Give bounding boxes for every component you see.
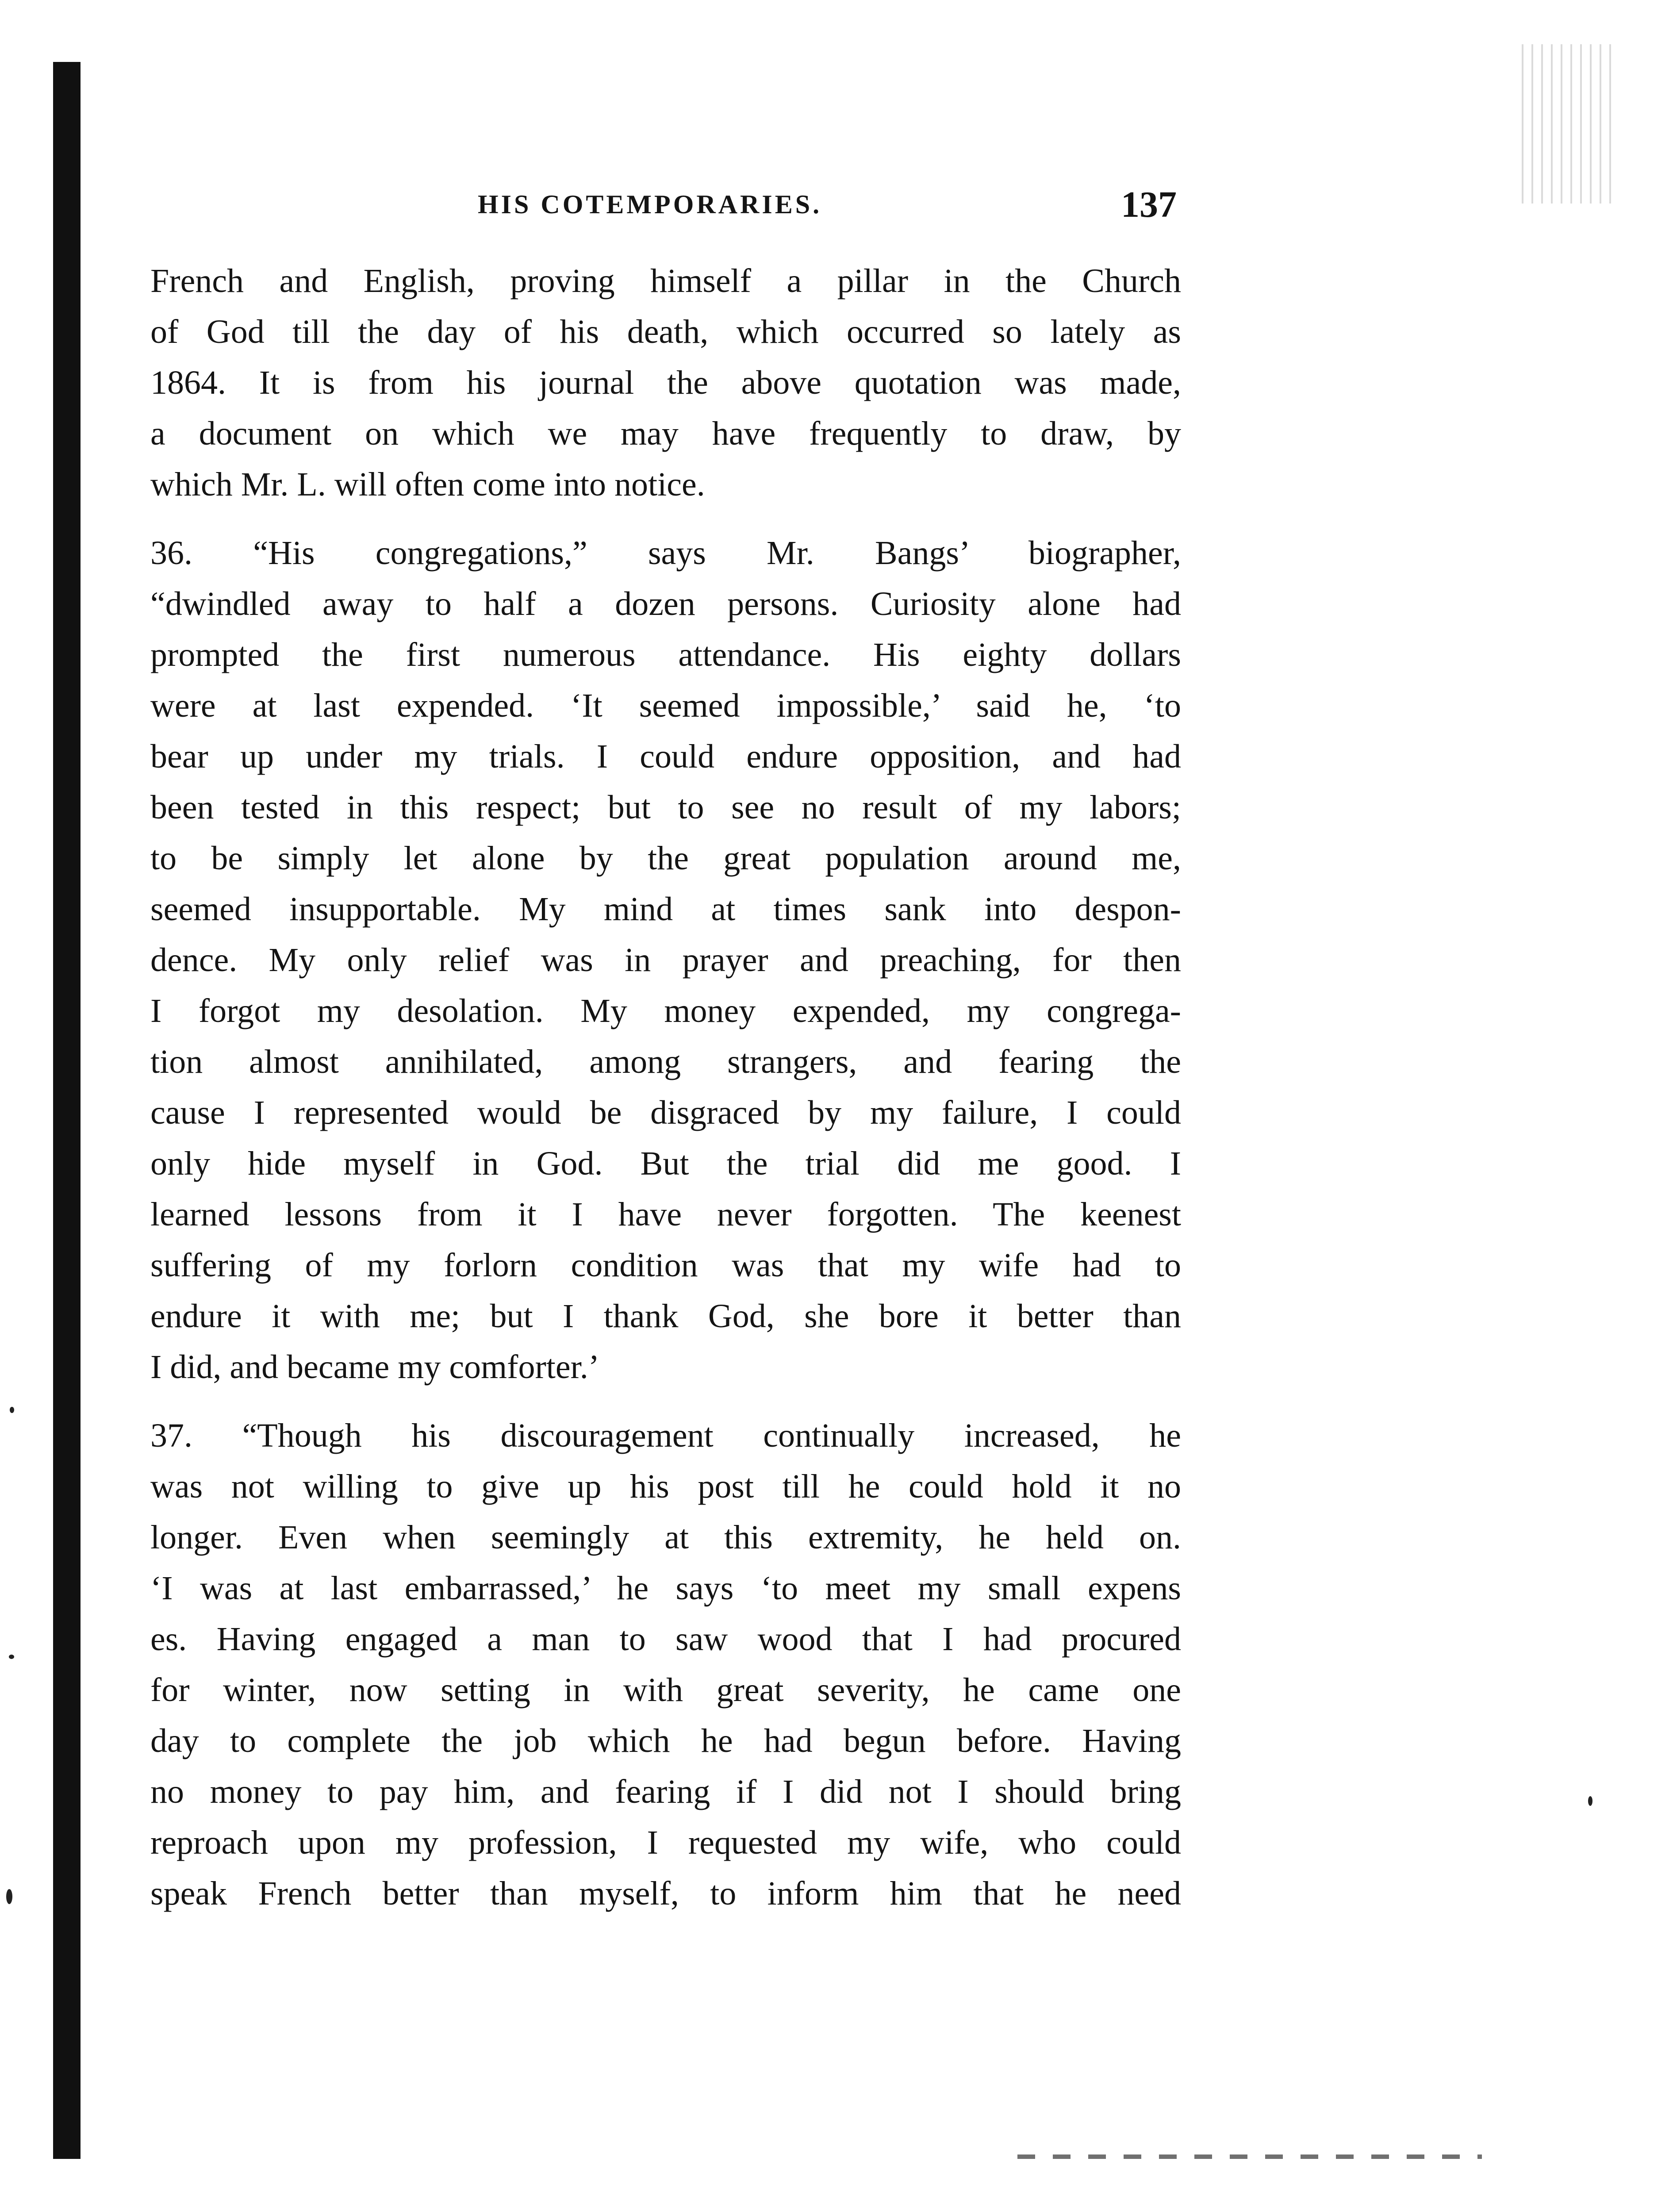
text-line: es. Having engaged a man to saw wood that I had procured xyxy=(150,1621,1181,1658)
margin-speck xyxy=(10,1407,14,1413)
text-line: learned lessons from it I have never forgotten. The keenest xyxy=(150,1196,1181,1233)
text-line: was not willing to give up his post till he could hold it no xyxy=(150,1468,1181,1505)
margin-speck xyxy=(6,1889,12,1904)
text-line: were at last expended. ‘It seemed impossible,’ said he, ‘to xyxy=(150,687,1181,724)
text-line: been tested in this respect; but to see no result of my labors; xyxy=(150,789,1181,826)
text-line: I forgot my desolation. My money expended, my congrega- xyxy=(150,992,1181,1029)
text-line: day to complete the job which he had begun before. Having xyxy=(150,1722,1181,1759)
paragraph xyxy=(150,528,1181,1393)
scan-edge-noise xyxy=(1522,44,1619,204)
binding-shadow xyxy=(53,62,81,2159)
text-line: seemed insupportable. My mind at times sank into despon- xyxy=(150,891,1181,928)
text-line: to be simply let alone by the great population around me, xyxy=(150,840,1181,877)
page-header xyxy=(150,186,1181,230)
scan-bottom-marks xyxy=(1017,2154,1482,2159)
text-line: 1864. It is from his journal the above quotation was made, xyxy=(150,364,1181,401)
text-line: I did, and became my comforter.’ xyxy=(150,1348,600,1386)
text-line: reproach upon my profession, I requested my wife, who could xyxy=(150,1824,1181,1861)
text-line: of God till the day of his death, which occurred so lately as xyxy=(150,313,1181,350)
text-line: cause I represented would be disgraced by my failure, I could xyxy=(150,1094,1181,1131)
text-line: “dwindled away to half a dozen persons. Curiosity alone had xyxy=(150,585,1181,622)
text-line: longer. Even when seemingly at this extremity, he held on. xyxy=(150,1519,1181,1556)
text-line: tion almost annihilated, among strangers, and fearing the xyxy=(150,1043,1181,1080)
text-line: 36. “His congregations,” says Mr. Bangs’ biographer, xyxy=(150,534,1181,572)
text-line: no money to pay him, and fearing if I did not I should bring xyxy=(150,1773,1181,1810)
paragraph xyxy=(150,1410,1181,1919)
text-line: dence. My only relief was in prayer and preaching, for then xyxy=(150,941,1181,979)
text-line: speak French better than myself, to inform him that he need xyxy=(150,1875,1181,1912)
paragraph-gap xyxy=(150,510,1181,528)
margin-speck xyxy=(9,1655,14,1659)
text-line: suffering of my forlorn condition was that my wife had to xyxy=(150,1247,1181,1284)
body-text xyxy=(150,256,1181,1919)
text-line: only hide myself in God. But the trial did me good. I xyxy=(150,1145,1181,1182)
margin-speck xyxy=(1588,1796,1592,1806)
text-line: endure it with me; but I thank God, she bore it better than xyxy=(150,1298,1181,1335)
text-line: ‘I was at last embarrassed,’ he says ‘to meet my small expens xyxy=(150,1570,1181,1607)
text-line: 37. “Though his discouragement continually increased, he xyxy=(150,1417,1181,1454)
paragraph-gap xyxy=(150,1393,1181,1410)
text-line: which Mr. L. will often come into notice. xyxy=(150,466,705,503)
text-line: bear up under my trials. I could endure opposition, and had xyxy=(150,738,1181,775)
text-line: prompted the first numerous attendance. His eighty dollars xyxy=(150,636,1181,673)
text-line: a document on which we may have frequently to draw, by xyxy=(150,415,1181,452)
running-head: HIS COTEMPORARIES. xyxy=(478,190,822,219)
text-line: French and English, proving himself a pillar in the Church xyxy=(150,262,1181,300)
page-number: 137 xyxy=(1121,184,1177,225)
text-line: for winter, now setting in with great severity, he came one xyxy=(150,1671,1181,1709)
paragraph xyxy=(150,256,1181,510)
